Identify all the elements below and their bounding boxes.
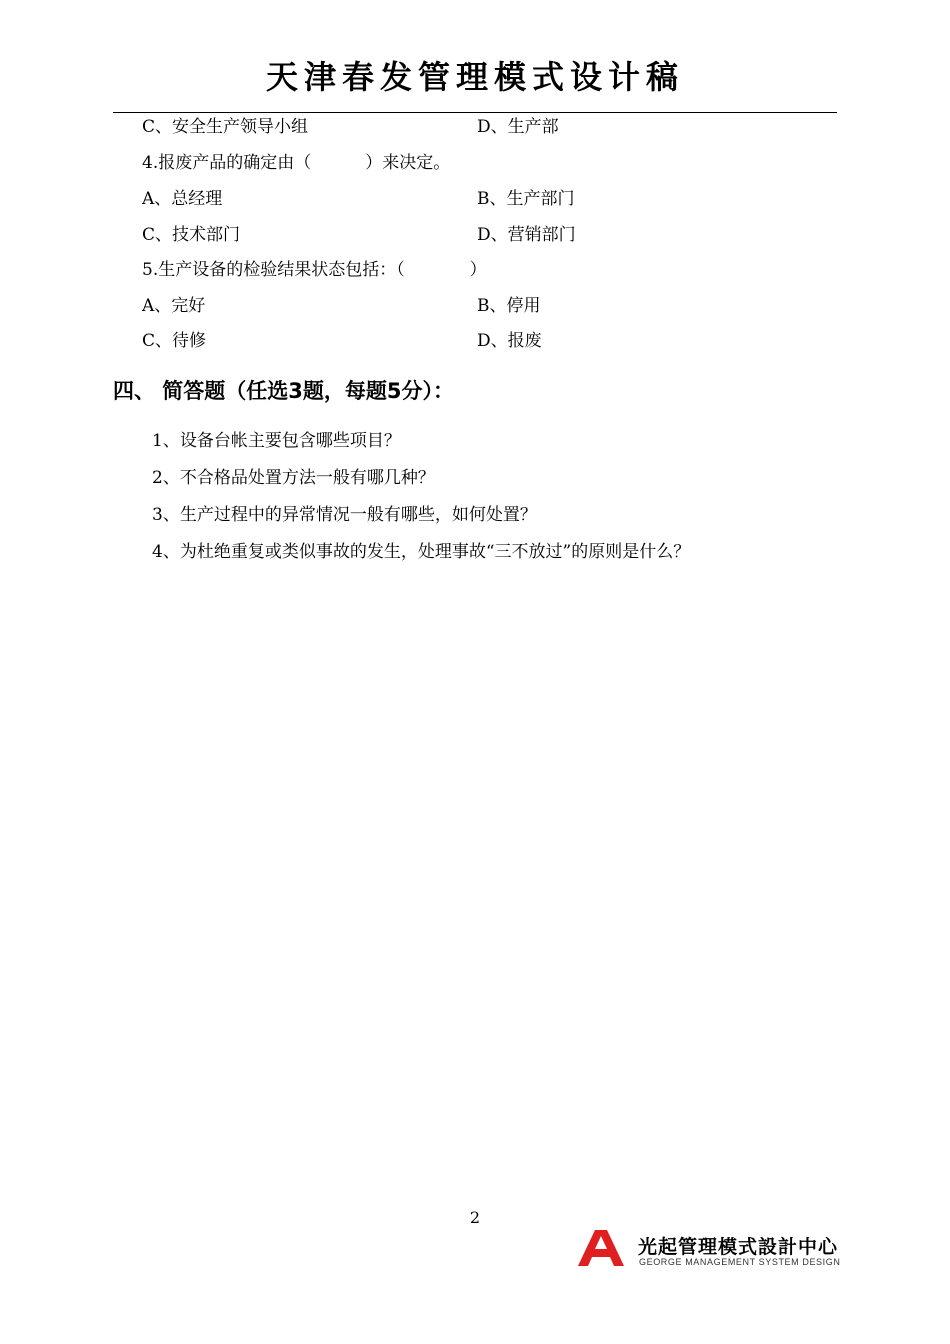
short-answer-question-4: 4、为杜绝重复或类似事故的发生，处理事故“三不放过”的原则是什么？	[152, 542, 691, 562]
logo-a-mark-icon	[576, 1228, 630, 1268]
page-number: 2	[469, 1208, 481, 1227]
company-logo	[576, 1228, 846, 1272]
q4-option-d: D、营销部门	[477, 225, 576, 245]
q5-options-cd	[142, 328, 792, 354]
q4-options-cd	[142, 222, 792, 248]
short-answer-question-1: 1、设备台帐主要包含哪些项目？	[152, 431, 401, 451]
logo-chinese-name: 光起管理模式設計中心	[638, 1236, 839, 1258]
document-header-title: 天津春发管理模式设计稿	[265, 58, 684, 96]
q5-options-ab	[142, 293, 792, 319]
q4-options-ab	[142, 186, 792, 212]
q4-option-b: B、生产部门	[477, 189, 575, 209]
q5-stem: 5.生产设备的检验结果状态包括：（ ）	[142, 260, 487, 280]
short-answer-question-2: 2、不合格品处置方法一般有哪几种？	[152, 468, 435, 488]
q3-option-c: C、安全生产领导小组	[142, 117, 309, 137]
q4-option-a: A、总经理	[142, 189, 223, 209]
q4-option-c: C、技术部门	[142, 225, 241, 245]
q3-option-d: D、生产部	[477, 117, 559, 137]
q5-option-b: B、停用	[477, 296, 541, 316]
q5-option-a: A、完好	[142, 296, 206, 316]
q5-option-d: D、报废	[477, 331, 542, 351]
logo-english-name: GEORGE MANAGEMENT SYSTEM DESIGN	[639, 1257, 841, 1267]
header-divider	[113, 112, 837, 113]
q4-stem: 4.报废产品的确定由（ ）来决定。	[142, 153, 451, 173]
q5-option-c: C、待修	[142, 331, 207, 351]
short-answer-question-3: 3、生产过程中的异常情况一般有哪些，如何处置？	[152, 505, 537, 525]
section-four-heading: 四、 简答题（任选3题，每题5分）：	[113, 379, 455, 403]
q3-options-cd	[142, 114, 792, 140]
